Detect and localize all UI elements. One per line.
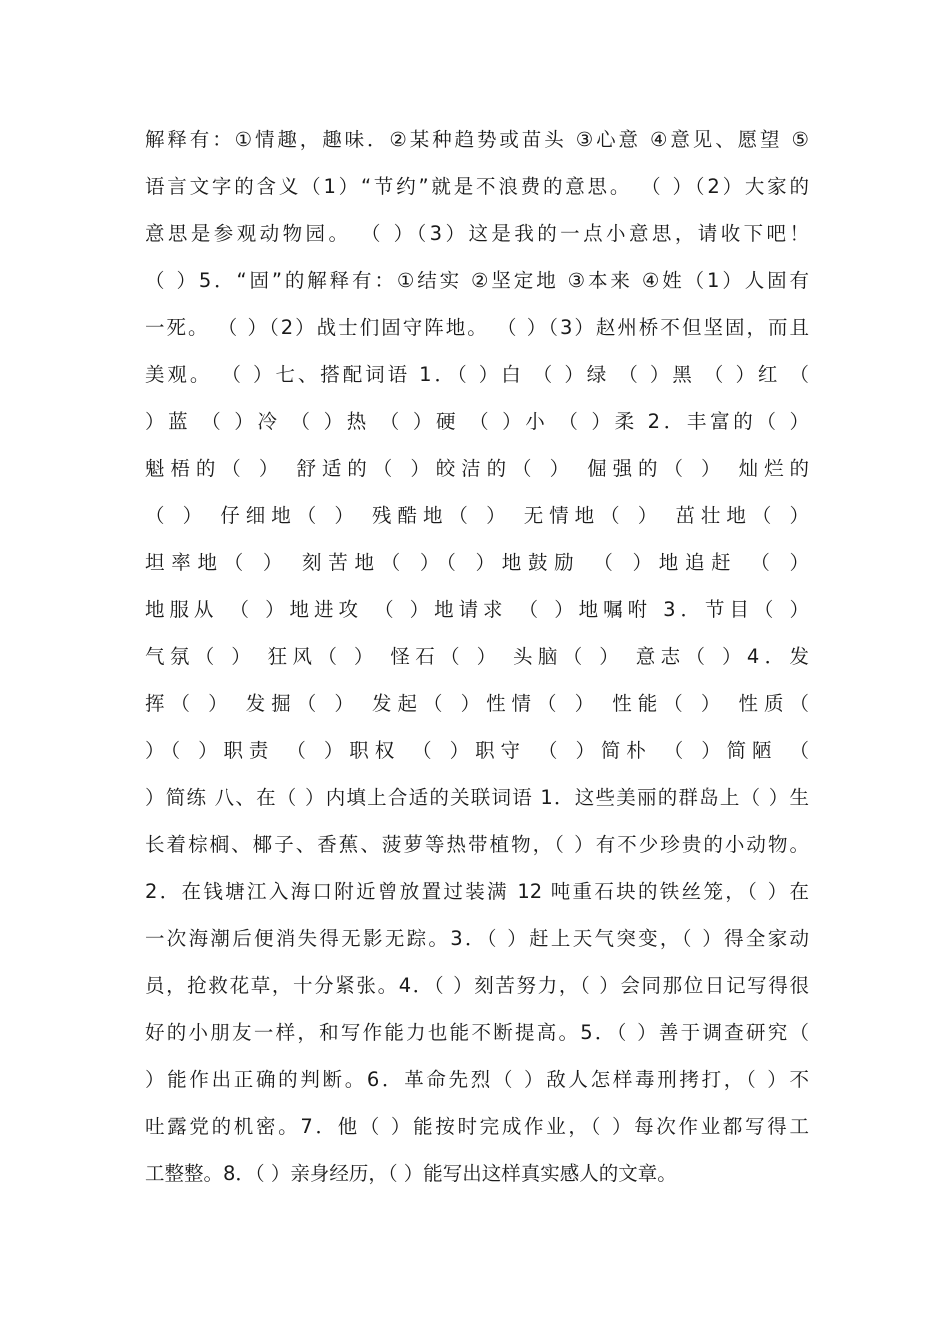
text-line: ）蓝 （ ）冷 （ ）热 （ ）硬 （ ）小 （ ）柔 2．丰富的（ ） [145,410,809,433]
text-line: 魁梧的（ ） 舒适的（ ）皎洁的（ ） 倔强的（ ） 灿烂的 [145,457,809,480]
text-line: 解释有：①情趣，趣味．②某种趋势或苗头 ③心意 ④意见、愿望 ⑤ [145,128,809,151]
text-line: 坦率地（ ） 刻苦地（ ）（ ）地鼓励 （ ）地追赶 （ ） [145,551,809,574]
text-line: 气氛（ ） 狂风（ ） 怪石（ ） 头脑（ ） 意志（ ）4．发 [145,645,809,668]
text-line: 美观。 （ ）七、搭配词语 1．（ ）白 （ ）绿 （ ）黑 （ ）红 （ [145,363,809,386]
text-line: 意思是参观动物园。 （ ）（3）这是我的一点小意思，请收下吧！ [145,222,809,245]
text-line: 地服从 （ ）地进攻 （ ）地请求 （ ）地嘱咐 3．节目（ ） [145,598,809,621]
body-text [145,116,809,1197]
text-line: 长着棕榈、椰子、香蕉、菠萝等热带植物，（ ）有不少珍贵的小动物。 [145,833,809,856]
text-line: ）简练 八、在（ ）内填上合适的关联词语 1．这些美丽的群岛上（ ）生 [145,786,809,809]
text-line: 一次海潮后便消失得无影无踪。3．（ ）赶上天气突变，（ ）得全家动 [145,927,809,950]
text-line: ）（ ）职责 （ ）职权 （ ）职守 （ ）简朴 （ ）简陋 （ [145,739,809,762]
text-line: 挥（ ） 发掘（ ） 发起（ ）性情（ ） 性能（ ） 性质（ [145,692,809,715]
text-line: 语言文字的含义（1）“节约”就是不浪费的意思。 （ ）（2）大家的 [145,175,809,198]
text-line: 一死。 （ ）（2）战士们固守阵地。 （ ）（3）赵州桥不但坚固，而且 [145,316,809,339]
text-line: 好的小朋友一样，和写作能力也能不断提高。5．（ ）善于调查研究（ [145,1021,809,1044]
text-line: （ ） 仔细地（ ） 残酷地（ ） 无情地（ ） 茁壮地（ ） [145,504,809,527]
text-line: （ ）5．“固”的解释有：①结实 ②坚定地 ③本来 ④姓（1）人固有 [145,269,809,292]
text-line: 2．在钱塘江入海口附近曾放置过装满 12 吨重石块的铁丝笼，（ ）在 [145,880,809,903]
text-line: 员，抢救花草，十分紧张。4．（ ）刻苦努力，（ ）会同那位日记写得很 [145,974,809,997]
text-line: 工整整。8．（ ）亲身经历，（ ）能写出这样真实感人的文章。 [145,1162,677,1185]
text-line: ）能作出正确的判断。6．革命先烈（ ）敌人怎样毒刑拷打，（ ）不 [145,1068,809,1091]
text-line: 吐露党的机密。7．他（ ）能按时完成作业，（ ）每次作业都写得工 [145,1115,809,1138]
